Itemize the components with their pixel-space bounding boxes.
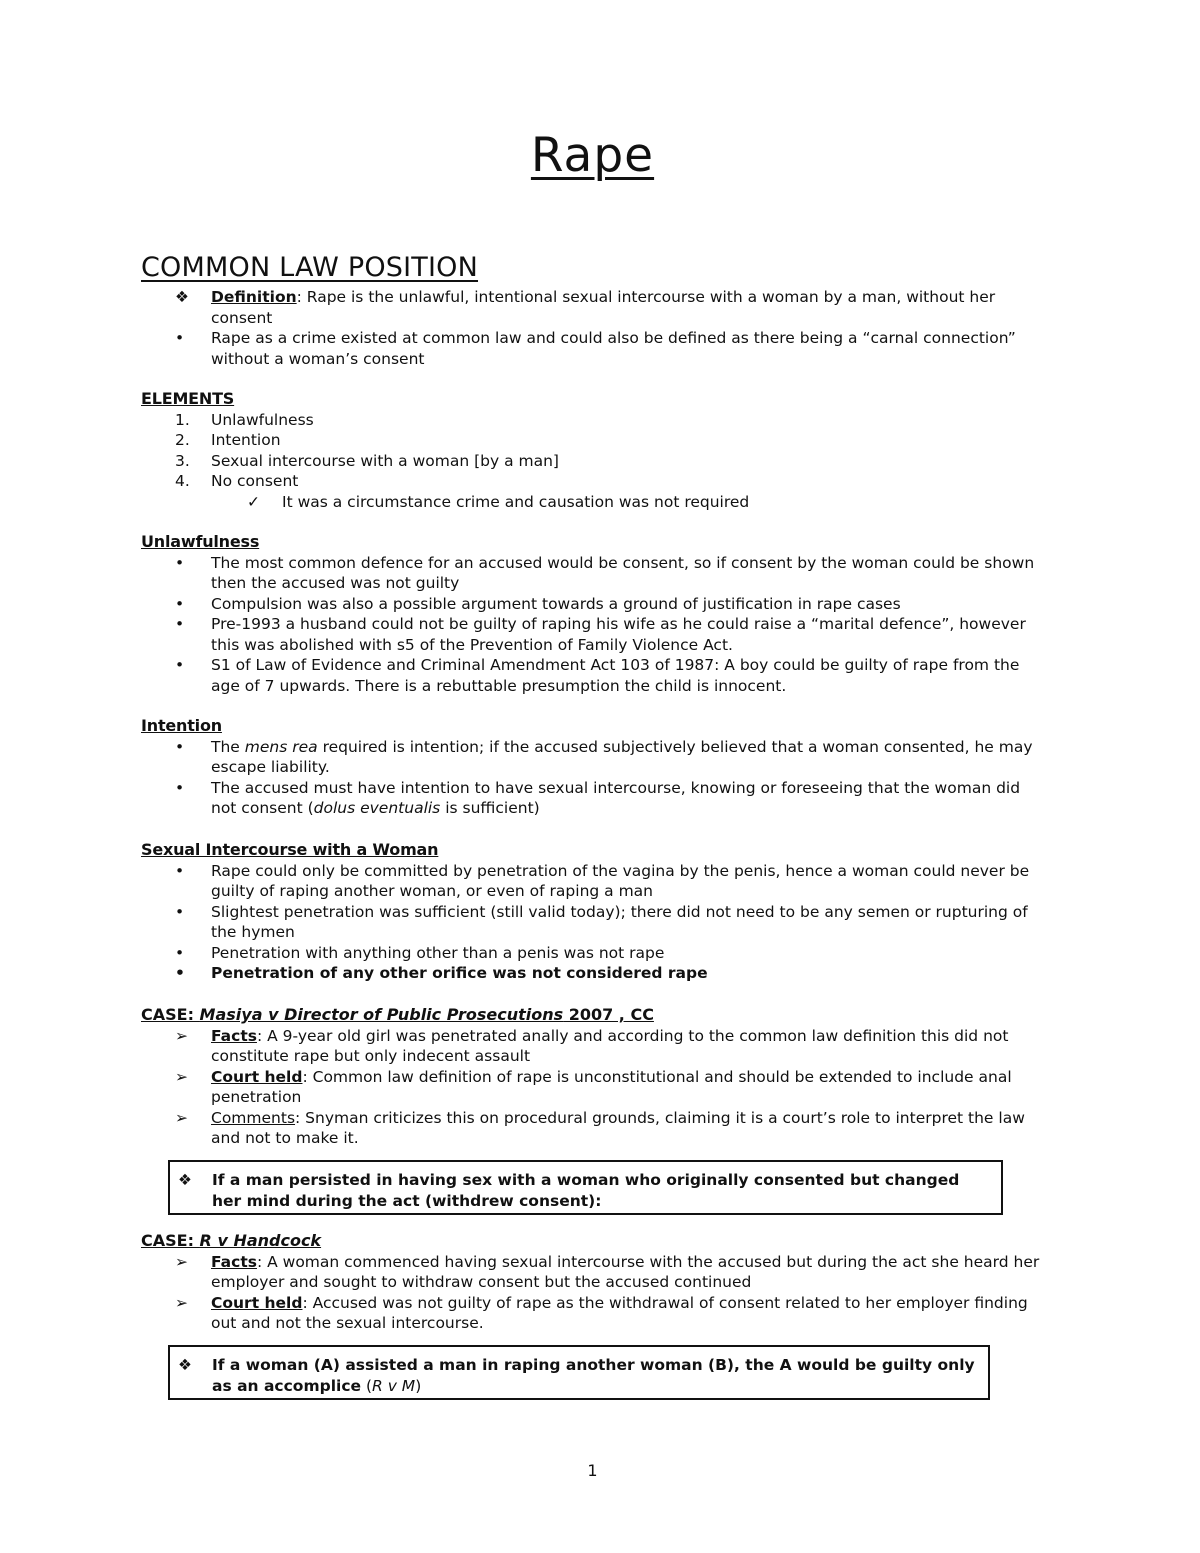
list-item — [141, 1026, 1041, 1067]
checkmark-icon: ✓ — [247, 492, 260, 511]
list-item — [141, 328, 1041, 369]
dot-bullet-icon: • — [175, 615, 185, 633]
list-item — [141, 902, 1041, 943]
list-item — [141, 1293, 1041, 1334]
diamond-bullet-icon: ❖ — [178, 1171, 192, 1189]
arrow-bullet-icon: ➢ — [175, 1252, 188, 1271]
latin-term: dolus eventualis — [313, 799, 441, 817]
list-number: 1. — [175, 410, 190, 429]
list-sub-item — [141, 492, 1041, 513]
dot-bullet-icon: • — [175, 943, 185, 962]
list-item-text: : Snyman criticizes this on procedural grounds, claiming it is a court’s role to interpret the law and not to make it. — [211, 1108, 1025, 1147]
list-item — [141, 778, 1041, 819]
unlawfulness-heading: Unlawfulness — [141, 532, 260, 551]
list-item-text: is sufficient) — [440, 799, 540, 817]
list-item-text: : Common law definition of rape is unconstitutional and should be extended to include anal penetration — [211, 1067, 1012, 1106]
callout-text — [212, 1355, 978, 1396]
elements-heading: ELEMENTS — [141, 389, 235, 408]
dot-bullet-icon: • — [175, 656, 185, 674]
page-number: 1 — [587, 1461, 598, 1480]
facts-label: Facts — [211, 1026, 257, 1045]
citation-case: R v M — [372, 1376, 416, 1395]
list-item — [141, 430, 1041, 451]
case-masiya-section — [141, 1005, 1041, 1149]
list-item-text: : Accused was not guilty of rape as the withdrawal of consent related to her employer finding out and not the sexual intercourse. — [211, 1293, 1028, 1332]
court-held-label: Court held — [211, 1293, 303, 1312]
diamond-bullet-icon: ❖ — [175, 288, 189, 306]
arrow-bullet-icon: ➢ — [175, 1026, 188, 1045]
list-item-text: No consent — [211, 472, 299, 490]
list-item — [141, 963, 1041, 984]
case-heading — [141, 1231, 1041, 1252]
citation-paren-open: ( — [361, 1376, 373, 1395]
list-item — [141, 471, 1041, 492]
list-item-text: : A woman commenced having sexual intercourse with the accused but during the act she heard her employer and sought to withdraw consent but the accused continued — [211, 1252, 1040, 1291]
intention-heading: Intention — [141, 716, 222, 735]
callout-text: If a man persisted in having sex with a woman who originally consented but changed her mind during the act (withdrew consent): — [212, 1171, 960, 1210]
elements-section — [141, 389, 1041, 512]
arrow-bullet-icon: ➢ — [175, 1293, 188, 1312]
citation-paren-close: ) — [415, 1376, 422, 1395]
list-item-text: S1 of Law of Evidence and Criminal Amendment Act 103 of 1987: A boy could be guilty of rape from the age of 7 upwards. There is a rebuttable presumption the child is innocent. — [211, 656, 1020, 695]
intention-section — [141, 716, 1041, 819]
list-item-text: Pre-1993 a husband could not be guilty of raping his wife as he could raise a “marital defence”, however this was abolished with s5 of the Prevention of Family Violence Act. — [211, 615, 1026, 654]
sexual-intercourse-section — [141, 840, 1041, 984]
list-item-text: Sexual intercourse with a woman [by a man] — [211, 451, 559, 470]
dot-bullet-icon: • — [175, 737, 185, 756]
case-label: CASE: — [141, 1231, 200, 1250]
diamond-bullet-icon: ❖ — [178, 1356, 192, 1374]
latin-term: mens rea — [244, 737, 318, 756]
case-name: R v Handcock — [199, 1231, 322, 1250]
list-item — [141, 287, 1041, 328]
dot-bullet-icon: • — [175, 329, 185, 347]
callout-box — [168, 1345, 990, 1400]
list-number: 3. — [175, 451, 190, 470]
definition-text: : Rape is the unlawful, intentional sexual intercourse with a woman by a man, without her consent — [211, 288, 996, 327]
list-item — [141, 1067, 1041, 1108]
list-item-text: The most common defence for an accused would be consent, so if consent by the woman could be shown then the accused was not guilty — [211, 553, 1035, 592]
court-held-label: Court held — [211, 1067, 303, 1086]
page-title: Rape — [530, 128, 655, 183]
list-item-text: Rape could only be committed by penetration of the vagina by the penis, hence a woman could never be guilty of raping another woman, or even of raping a man — [211, 861, 1030, 900]
list-item — [141, 861, 1041, 902]
dot-bullet-icon: • — [175, 594, 185, 613]
list-item — [141, 614, 1041, 655]
dot-bullet-icon: • — [175, 902, 185, 921]
common-law-heading: COMMON LAW POSITION — [141, 252, 479, 283]
dot-bullet-icon: • — [175, 861, 185, 880]
list-item-text: The — [211, 737, 245, 756]
common-law-section — [141, 287, 1041, 369]
list-item-text: Intention — [211, 431, 281, 449]
list-item-text: required is intention; if the accused subjectively believed that a woman consented, he may escape liability. — [211, 737, 1033, 776]
facts-label: Facts — [211, 1252, 257, 1271]
case-label: CASE: — [141, 1005, 200, 1024]
list-number: 2. — [175, 431, 190, 449]
list-item — [141, 451, 1041, 472]
list-item — [141, 1252, 1041, 1293]
list-item-text: Unlawfulness — [211, 410, 314, 429]
list-item-text: The accused must have intention to have sexual intercourse, knowing or foreseeing that the woman did not consent ( — [211, 778, 1021, 817]
case-name: Masiya v Director of Public Prosecutions — [199, 1005, 564, 1024]
list-item-text: It was a circumstance crime and causation was not required — [282, 492, 750, 511]
dot-bullet-icon: • — [175, 553, 185, 572]
callout-text-main: If a woman (A) assisted a man in raping another woman (B), the A would be guilty only as an accomplice — [212, 1356, 975, 1395]
dot-bullet-icon: • — [175, 778, 185, 797]
case-handcock-section — [141, 1231, 1041, 1334]
list-item-text: Rape as a crime existed at common law and could also be defined as there being a “carnal connection” without a woman’s consent — [211, 329, 1016, 368]
sexual-intercourse-heading: Sexual Intercourse with a Woman — [141, 840, 439, 859]
list-item-text: Penetration with anything other than a penis was not rape — [211, 943, 665, 962]
definition-label: Definition — [211, 288, 297, 306]
arrow-bullet-icon: ➢ — [175, 1108, 188, 1127]
list-number: 4. — [175, 472, 190, 490]
list-item — [141, 1108, 1041, 1149]
list-item-text: Penetration of any other orifice was not considered rape — [211, 964, 708, 982]
case-citation: 2007 , CC — [563, 1005, 654, 1024]
list-item — [141, 943, 1041, 964]
list-item-text: : A 9-year old girl was penetrated anally and according to the common law definition this did not constitute rape but only indecent assault — [211, 1026, 1009, 1065]
list-item-text: Compulsion was also a possible argument towards a ground of justification in rape cases — [211, 594, 901, 613]
unlawfulness-section — [141, 532, 1041, 696]
list-item — [141, 410, 1041, 431]
list-item — [141, 655, 1041, 696]
list-item-text: Slightest penetration was sufficient (still valid today); there did not need to be any semen or rupturing of the hymen — [211, 902, 1028, 941]
case-heading — [141, 1005, 1041, 1026]
list-item — [141, 553, 1041, 594]
comments-label: Comments — [211, 1108, 296, 1127]
arrow-bullet-icon: ➢ — [175, 1067, 188, 1086]
list-item — [141, 594, 1041, 615]
dot-bullet-icon: • — [175, 964, 185, 982]
list-item — [141, 737, 1041, 778]
callout-box — [168, 1160, 1003, 1215]
